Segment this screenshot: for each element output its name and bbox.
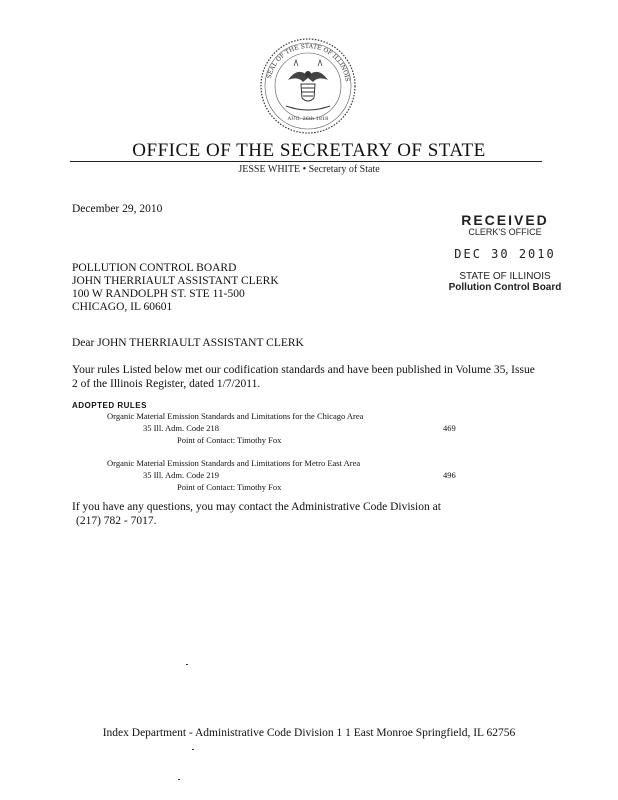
- scan-speck: [178, 779, 180, 780]
- rule-contact: Point of Contact: Timothy Fox: [177, 482, 282, 492]
- letter-date: December 29, 2010: [72, 203, 163, 215]
- contact-phone: (217) 782 - 7017.: [76, 515, 157, 527]
- stamp-board: Pollution Control Board: [448, 282, 562, 293]
- contact-paragraph: [72, 500, 472, 528]
- rule-page: 496: [443, 470, 456, 480]
- seal-graphic: [258, 36, 358, 136]
- rule-title: Organic Material Emission Standards and Limitations for Metro East Area: [107, 458, 361, 468]
- rule-code: 35 Ill. Adm. Code 219: [143, 470, 220, 480]
- address-line: CHICAGO, IL 60601: [72, 301, 173, 313]
- seal-date-text: AUG. 26th 1818: [287, 116, 329, 122]
- recipient-address: [72, 262, 279, 314]
- stamp-date: DEC 30 2010: [454, 247, 556, 261]
- rule-page: 469: [443, 423, 456, 433]
- header-divider: [70, 161, 542, 162]
- secretary-subtitle: JESSE WHITE • Secretary of State: [238, 164, 380, 175]
- scan-speck: [186, 664, 188, 665]
- rule-title: Organic Material Emission Standards and Limitations for the Chicago Area: [107, 411, 364, 421]
- rule-code-row: [107, 422, 477, 434]
- footer-address: Index Department - Administrative Code Division 1 1 East Monroe Springfield, IL 62756: [102, 727, 516, 739]
- address-line: JOHN THERRIAULT ASSISTANT CLERK: [72, 275, 279, 287]
- state-seal: [258, 36, 358, 136]
- office-title: OFFICE OF THE SECRETARY OF STATE: [132, 140, 486, 161]
- body-paragraph: Your rules Listed below met our codification standards and have been published in Volume 35, Issue 2 of the Illinois Register, dated 1/7/2011.: [72, 364, 535, 390]
- rule-entry: [107, 457, 477, 493]
- rule-code: 35 Ill. Adm. Code 218: [143, 423, 220, 433]
- scan-speck: [192, 749, 194, 750]
- seal-ring-text: SEAL OF THE STATE OF ILLINOIS: [265, 42, 351, 83]
- rule-code-row: [107, 469, 477, 481]
- salutation: Dear JOHN THERRIAULT ASSISTANT CLERK: [72, 337, 304, 349]
- adopted-rules-heading: ADOPTED RULES: [72, 401, 147, 410]
- stamp-state: STATE OF ILLINOIS: [459, 271, 551, 282]
- stamp-office: CLERK'S OFFICE: [468, 227, 542, 237]
- address-line: 100 W RANDOLPH ST. STE 11-500: [72, 288, 245, 300]
- eagle-head-icon: [305, 71, 311, 77]
- rule-contact: Point of Contact: Timothy Fox: [177, 435, 282, 445]
- stamp-received: RECEIVED: [461, 212, 549, 228]
- received-stamp: [440, 212, 570, 293]
- contact-text: If you have any questions, you may contact the Administrative Code Division at: [72, 501, 441, 513]
- rule-entry: [107, 410, 477, 446]
- address-line: POLLUTION CONTROL BOARD: [72, 262, 237, 274]
